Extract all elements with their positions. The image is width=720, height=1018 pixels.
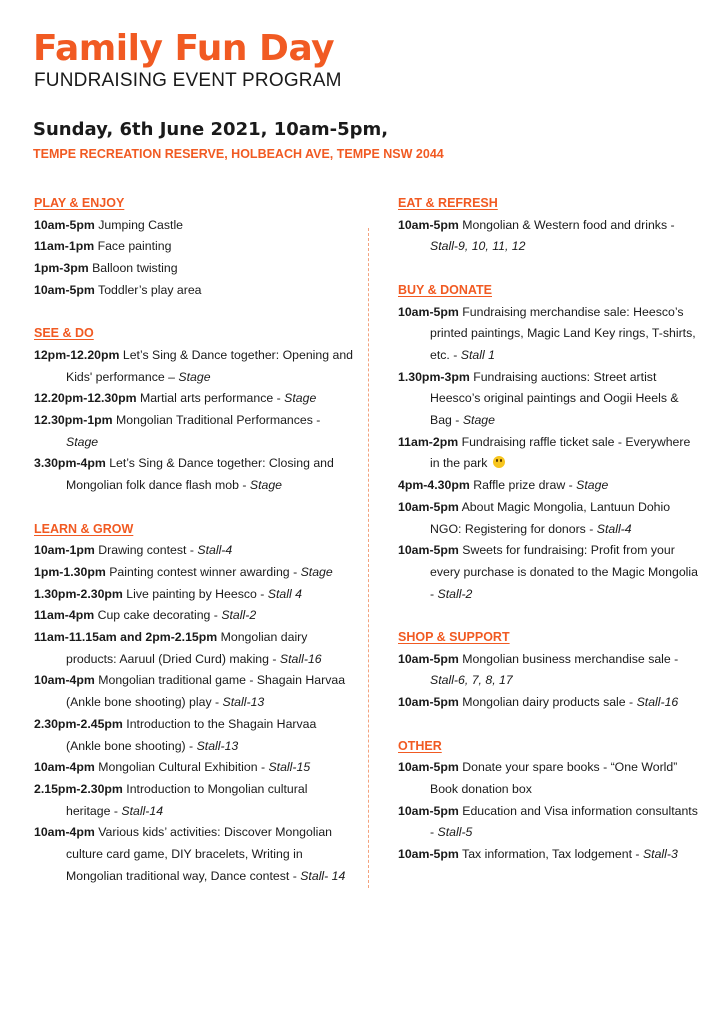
program-section	[398, 280, 698, 606]
schedule-item	[398, 475, 698, 497]
item-location: Stage	[66, 434, 99, 449]
event-subtitle: FUNDRAISING EVENT PROGRAM	[34, 70, 342, 91]
item-time: 10am-5pm	[398, 499, 459, 514]
item-description: Fundraising merchandise sale: Heesco’s printed paintings, Magic Land Key rings, T-shirts, etc. -	[430, 304, 696, 362]
program-section	[398, 627, 698, 714]
item-time: 10am-5pm	[398, 217, 459, 232]
item-description: Mongolian dairy products sale -	[462, 695, 634, 710]
item-description: About Magic Mongolia, Lantuun Dohio NGO: Registering for donors -	[430, 499, 671, 536]
item-time: 2.30pm-2.45pm	[34, 716, 123, 731]
item-location: Stage	[284, 391, 317, 406]
item-description: Tax information, Tax lodgement -	[462, 847, 640, 862]
item-description: Fundraising auctions: Street artist Heesco’s original paintings and Oogii Heels & Bag -	[430, 369, 679, 428]
item-description: Raffle prize draw -	[473, 478, 573, 493]
program-left-column	[34, 193, 354, 909]
item-description: Mongolian traditional game - Shagain Harvaa (Ankle bone shooting) play -	[66, 673, 346, 710]
item-time: 1pm-3pm	[34, 261, 89, 276]
event-venue: TEMPE RECREATION RESERVE, HOLBEACH AVE, TEMPE NSW 2044	[33, 147, 444, 161]
item-location: Stall-2	[221, 608, 257, 623]
item-location: Stall-4	[197, 543, 233, 558]
item-time: 11am-4pm	[34, 608, 95, 623]
item-time: 10am-5pm	[398, 695, 459, 710]
schedule-item	[34, 627, 354, 670]
section-title: OTHER	[398, 738, 442, 753]
schedule-item	[34, 258, 354, 280]
item-description: Mongolian & Western food and drinks -	[462, 217, 675, 232]
item-location: Stall-15	[268, 760, 311, 775]
item-time: 10am-4pm	[34, 825, 95, 840]
item-description: Education and Visa information consultants -	[430, 803, 698, 840]
program-section	[398, 193, 698, 258]
schedule-item	[398, 302, 698, 367]
schedule-item	[34, 757, 354, 779]
schedule-item	[34, 388, 354, 410]
item-description: Jumping Castle	[98, 217, 184, 232]
item-description: Various kids’ activities: Discover Mongolian culture card game, DIY bracelets, Writing in Mongolian traditional way, Dance contest -	[66, 825, 332, 883]
schedule-item	[34, 280, 354, 302]
program-section	[34, 193, 354, 302]
section-title: PLAY & ENJOY	[34, 196, 125, 210]
schedule-item	[34, 670, 354, 713]
item-time: 12.30pm-1pm	[34, 413, 113, 428]
item-time: 11am-1pm	[34, 239, 95, 254]
item-time: 10am-5pm	[34, 217, 95, 232]
program-right-column	[398, 193, 698, 887]
item-description: Introduction to the Shagain Harvaa (Ankle bone shooting) -	[66, 716, 317, 753]
item-time: 10am-1pm	[34, 543, 95, 558]
item-time: 1.30pm-3pm	[398, 369, 470, 384]
item-location: Stall-13	[222, 695, 265, 710]
item-description: Martial arts performance -	[139, 391, 281, 406]
item-location: Stall-2	[437, 586, 473, 601]
item-time: 1.30pm-2.30pm	[34, 586, 123, 601]
item-description: Painting contest winner awarding -	[109, 564, 298, 579]
schedule-item	[34, 345, 354, 388]
schedule-item	[398, 432, 698, 475]
item-description: Mongolian dairy products: Aaruul (Dried Curd) making -	[66, 630, 308, 666]
item-description: Let’s Sing & Dance together: Closing and Mongolian folk dance flash mob -	[66, 456, 334, 493]
item-description: Toddler’s play area	[98, 282, 202, 297]
schedule-item	[34, 605, 354, 627]
item-description: Sweets for fundraising: Profit from your every purchase is donated to the Magic Mongolia -	[430, 543, 698, 601]
section-title: LEARN & GROW	[34, 521, 134, 536]
item-location: Stall-6, 7, 8, 17	[430, 673, 513, 688]
schedule-item	[398, 692, 698, 714]
schedule-item	[398, 497, 698, 540]
item-time: 10am-5pm	[398, 760, 459, 775]
schedule-item	[34, 714, 354, 757]
item-time: 10am-4pm	[34, 673, 95, 688]
schedule-item	[398, 540, 698, 605]
schedule-item	[398, 757, 698, 800]
item-location: Stall-16	[636, 695, 679, 710]
program-section	[34, 323, 354, 497]
item-description: Mongolian business merchandise sale -	[462, 651, 679, 666]
item-location: Stall-9, 10, 11, 12	[430, 239, 526, 254]
item-time: 10am-5pm	[398, 304, 459, 319]
item-time: 10am-5pm	[398, 847, 459, 862]
item-description: Let’s Sing & Dance together: Opening and Kids' performance –	[66, 347, 354, 384]
item-location: Stall-4	[596, 521, 632, 536]
item-time: 10am-5pm	[34, 282, 95, 297]
item-location: Stall-13	[196, 738, 239, 753]
item-time: 1pm-1.30pm	[34, 564, 106, 579]
item-description: Cup cake decorating -	[97, 608, 218, 623]
smiley-icon	[493, 456, 505, 468]
item-time: 10am-4pm	[34, 760, 95, 775]
schedule-item	[398, 649, 698, 692]
item-description: Face painting	[97, 239, 172, 254]
schedule-item	[34, 822, 354, 887]
schedule-item	[398, 215, 698, 258]
section-title: EAT & REFRESH	[398, 196, 498, 210]
item-location: Stage	[249, 478, 283, 493]
item-description: Live painting by Heesco -	[126, 586, 265, 601]
schedule-item	[34, 540, 354, 562]
schedule-item	[398, 844, 698, 866]
program-section	[34, 519, 354, 888]
item-description: Mongolian Cultural Exhibition -	[98, 760, 266, 775]
item-description: Balloon twisting	[92, 261, 178, 276]
item-location: Stage	[462, 413, 495, 428]
item-time: 11am-2pm	[398, 434, 459, 449]
item-time: 11am-11.15am and 2pm-2.15pm	[34, 630, 218, 645]
schedule-item	[34, 562, 354, 584]
item-time: 10am-5pm	[398, 651, 459, 666]
item-time: 12pm-12.20pm	[34, 347, 120, 362]
item-location: Stage	[576, 478, 609, 493]
item-location: Stall- 14	[300, 868, 346, 883]
item-location: Stall-3	[642, 847, 678, 862]
schedule-item	[34, 215, 354, 237]
item-time: 2.15pm-2.30pm	[34, 781, 123, 796]
item-time: 3.30pm-4pm	[34, 456, 106, 471]
item-description: Fundraising raffle ticket sale - Everywhere in the park	[430, 434, 691, 471]
column-divider	[368, 228, 369, 888]
schedule-item	[34, 779, 354, 822]
schedule-item	[34, 410, 354, 453]
program-section	[398, 736, 698, 866]
item-time: 4pm-4.30pm	[398, 478, 470, 493]
schedule-item	[34, 453, 354, 496]
item-location: Stage	[300, 564, 333, 579]
item-time: 10am-5pm	[398, 543, 459, 558]
schedule-item	[398, 801, 698, 844]
item-time: 10am-5pm	[398, 803, 459, 818]
item-location: Stall-5	[437, 825, 473, 840]
item-location: Stage	[178, 369, 211, 384]
section-title: BUY & DONATE	[398, 282, 492, 297]
item-description: Drawing contest -	[98, 543, 194, 558]
section-title: SHOP & SUPPORT	[398, 630, 510, 645]
item-location: Stall-14	[121, 803, 164, 818]
item-location: Stall 4	[267, 586, 302, 601]
item-description: Introduction to Mongolian cultural heritage -	[66, 781, 308, 818]
item-time: 12.20pm-12.30pm	[34, 391, 137, 406]
section-title: SEE & DO	[34, 326, 94, 341]
schedule-item	[398, 367, 698, 432]
item-description: Donate your spare books - “One World” Book donation box	[430, 760, 678, 796]
event-title: Family Fun Day	[33, 28, 335, 69]
schedule-item	[34, 584, 354, 606]
schedule-item	[34, 236, 354, 258]
event-date: Sunday, 6th June 2021, 10am-5pm,	[33, 119, 389, 140]
item-description: Mongolian Traditional Performances -	[116, 413, 321, 428]
item-location: Stall-16	[279, 651, 322, 666]
item-location: Stall 1	[460, 347, 495, 362]
